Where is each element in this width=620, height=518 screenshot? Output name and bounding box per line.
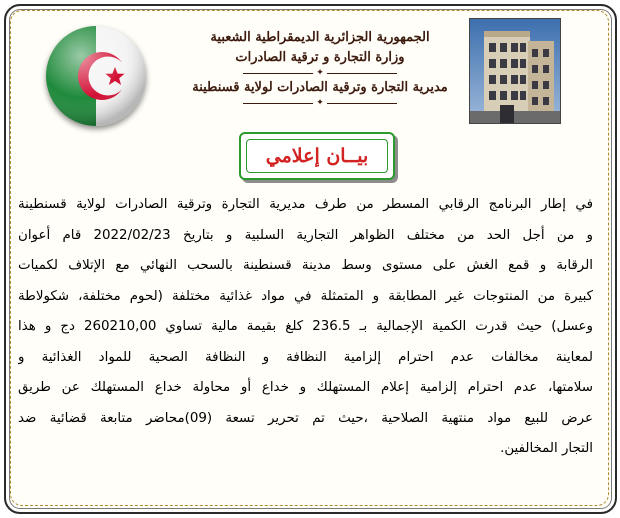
body-line: الرقابة و قمع الغش على مستوى وسط مدينة قسنطينة بالسحب النهائي مع الإتلاف لكميات — [18, 258, 593, 273]
building-photo — [469, 18, 561, 124]
announcement-body — [18, 190, 593, 465]
header-line-directorate: مديرية التجارة وترقية الصادرات لولاية قسنطينة — [192, 80, 448, 95]
banner-title: بيــان إعلامي — [265, 145, 369, 167]
body-line: و من أجل الحد من مختلف الظواهر التجارية السلبية و بتاريخ 2022/02/23 قام أعوان — [18, 227, 593, 243]
body-line: عرض للبيع مواد منتهية الصلاحية ،حيث تم تحرير تسعة (09)محاضر متابعة قضائية ضد — [18, 410, 593, 426]
banner-inner-border — [246, 139, 388, 173]
announcement-banner — [239, 132, 395, 180]
body-line: لمعاينة مخالفات عدم احترام إلزامية النظافة و النظافة الصحية للمواد الغذائية و — [18, 349, 593, 365]
body-line: في إطار البرنامج الرقابي المسطر من طرف مديرية التجارة وترقية الصادرات لولاية قسنطينة — [18, 197, 593, 212]
header-line-ministry: وزارة التجارة و ترقية الصادرات — [235, 50, 405, 65]
algeria-flag-icon — [46, 26, 146, 126]
body-line: وعسل) حيث قدرت الكمية الإجمالية بـ 236.5 كلغ بقيمة مالية تساوي 260210,00 دج و هذا — [18, 319, 593, 334]
header-divider: ✦ — [170, 68, 470, 78]
header-block — [170, 28, 470, 108]
header-line-republic: الجمهورية الجزائرية الديمقراطية الشعبية — [210, 30, 430, 45]
body-line: كبيرة من المنتوجات غير المطابقة و المتمثلة في مواد غذائية مختلفة (لحوم مختلفة، شكولاطة — [18, 288, 593, 304]
header-divider-bottom: ✦ — [170, 98, 470, 108]
body-line: سلامتها، عدم احترام إلزامية إعلام المستهلك و خداع أو محاولة خداع المستهلك عن طريق — [18, 380, 593, 395]
body-line-last: التجار المخالفين. — [500, 441, 593, 456]
